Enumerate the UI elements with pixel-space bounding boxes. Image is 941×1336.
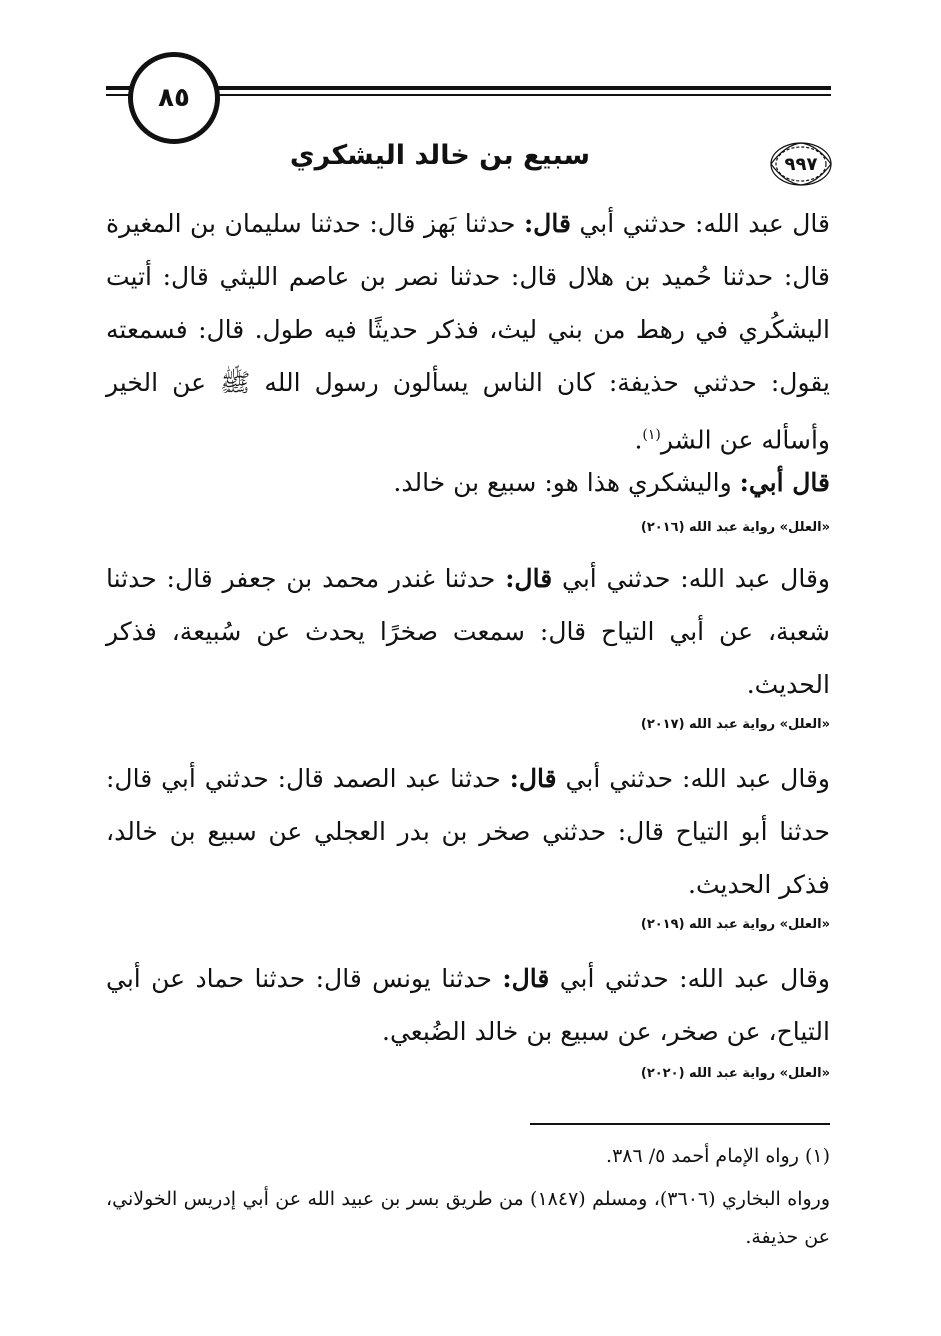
paragraph-2 (106, 456, 830, 509)
source-citation-3: «العلل» رواية عبد الله (٢٠١٩) (640, 917, 830, 932)
footnote-marker[interactable]: (١) (642, 427, 661, 443)
p1-text-before: قال عبد الله: حدثني أبي (570, 209, 831, 238)
page-number-text: ٨٥ (158, 83, 190, 113)
entry-title: سبيع بن خالد اليشكري (289, 140, 591, 171)
narration-1 (106, 552, 830, 711)
entry-number-badge (769, 141, 833, 187)
source-citation-1: «العلل» رواية عبد الله (٢٠١٦) (640, 520, 830, 535)
n2-text-after: حدثنا عبد الصمد قال: حدثني أبي قال: حدثنا أبو التياح قال: حدثني صخر بن بدر العجلي عن سبيع بن خالد، فذكر الحديث. (106, 764, 830, 899)
footnote-1: (١) رواه الإمام أحمد ٥/ ٣٨٦. (606, 1145, 830, 1167)
n2-text-before: وقال عبد الله: حدثني أبي (556, 764, 830, 793)
header-rule-thick (130, 86, 831, 90)
entry-number: ٩٩٧ (784, 153, 818, 175)
n1-text-before: وقال عبد الله: حدثني أبي (552, 564, 830, 593)
n3-text-before: وقال عبد الله: حدثني أبي (549, 964, 830, 993)
n1-text-after: حدثنا غندر محمد بن جعفر قال: حدثنا شعبة، عن أبي التياح قال: سمعت صخرًا يحدث عن سُبيعة، فذكر الحديث. (106, 564, 830, 699)
n1-bold: قال: (505, 564, 553, 593)
footnote-1-continued: ورواه البخاري (٣٦٠٦)، ومسلم (١٨٤٧) من طريق بسر بن عبيد الله عن أبي إدريس الخولاني، عن حذيفة. (106, 1188, 830, 1248)
page-number (128, 52, 220, 144)
paragraph-1 (106, 197, 830, 466)
n3-text-after: حدثنا يونس قال: حدثنا حماد عن أبي التياح، عن صخر، عن سبيع بن خالد الضُبعي. (106, 964, 830, 1046)
p1-bold: قال: (523, 209, 571, 238)
p1-text-after: حدثنا بَهز قال: حدثنا سليمان بن المغيرة قال: حدثنا حُميد بن هلال قال: حدثنا نصر بن عاصم الليثي قال: أتيت اليشكُري في رهط من بني ليث، فذكر حديثًا فيه طول. قال: فسمعته يقول: حدثني حذيفة: كان الناس يسألون رسول الله ﷺ عن الخير وأسأله عن الشر (106, 209, 830, 455)
p2-text-after: واليشكري هذا هو: سبيع بن خالد. (393, 468, 740, 497)
narration-2 (106, 752, 830, 911)
p2-bold: قال أبي: (739, 468, 830, 497)
header-rule-thin (130, 94, 831, 96)
source-citation-2: «العلل» رواية عبد الله (٢٠١٧) (640, 717, 830, 732)
n2-bold: قال: (509, 764, 557, 793)
narration-3 (106, 952, 830, 1058)
n3-bold: قال: (502, 964, 550, 993)
p1-text-end: . (634, 425, 643, 455)
footnote-separator (530, 1123, 830, 1125)
source-citation-4: «العلل» رواية عبد الله (٢٠٢٠) (640, 1066, 830, 1081)
